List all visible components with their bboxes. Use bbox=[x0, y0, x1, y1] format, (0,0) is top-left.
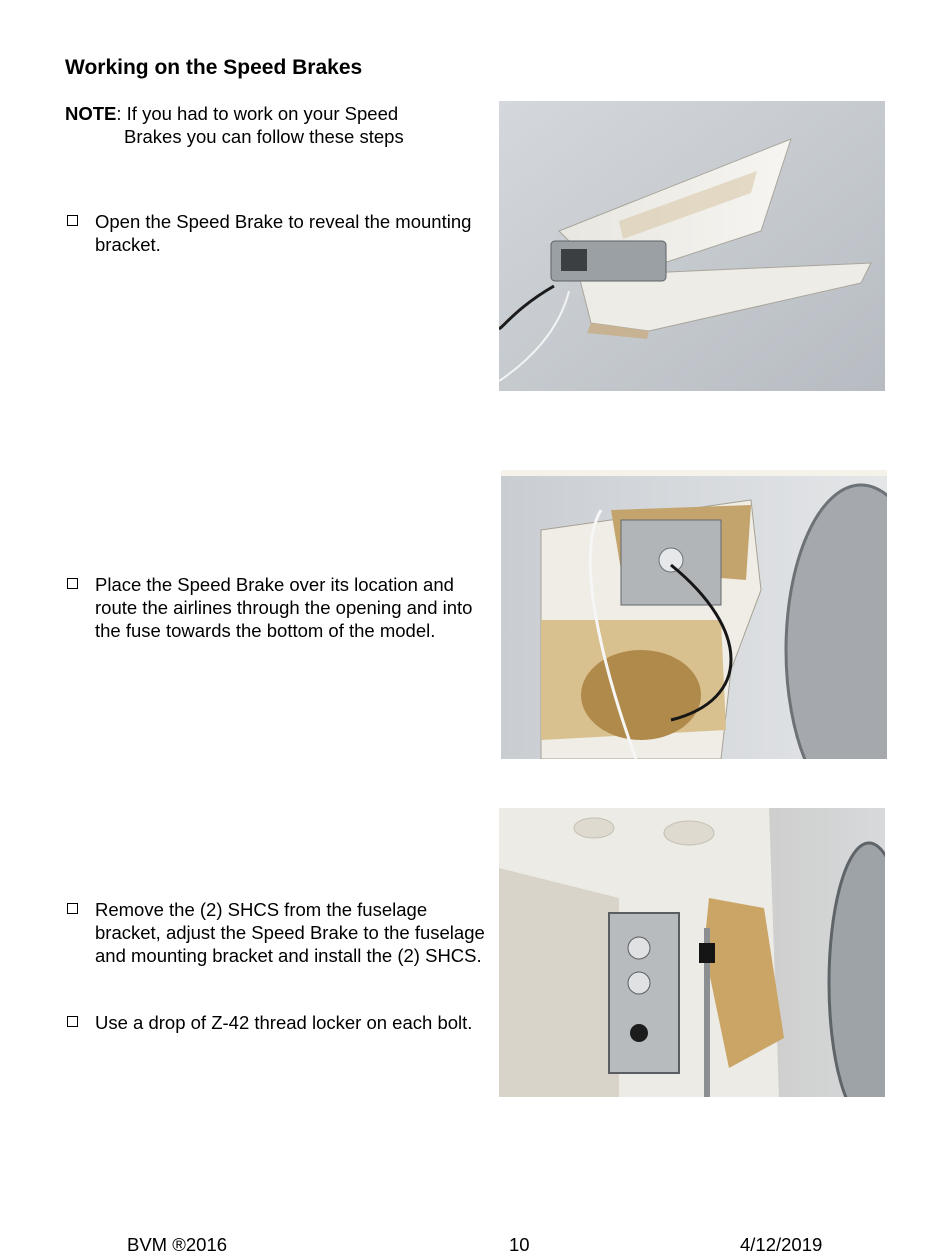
checkbox-icon[interactable] bbox=[67, 215, 78, 226]
photo-speed-brake-open bbox=[499, 101, 885, 391]
photo-mounting-bracket bbox=[499, 808, 885, 1097]
step-place-speed-brake bbox=[65, 573, 495, 642]
step-remove-shcs bbox=[65, 898, 495, 967]
note-block bbox=[65, 102, 465, 148]
footer-copyright: BVM ®2016 bbox=[127, 1234, 228, 1255]
checkbox-icon[interactable] bbox=[67, 1016, 78, 1027]
photo-speed-brake-placement bbox=[501, 470, 887, 759]
note-label: NOTE bbox=[65, 103, 117, 124]
step-text: Open the Speed Brake to reveal the mounting bracket. bbox=[95, 211, 472, 255]
page-title: Working on the Speed Brakes bbox=[65, 56, 363, 79]
footer-page-number: 10 bbox=[509, 1234, 530, 1255]
checkbox-icon[interactable] bbox=[67, 903, 78, 914]
checkbox-icon[interactable] bbox=[67, 578, 78, 589]
step-text: Use a drop of Z-42 thread locker on each bolt. bbox=[95, 1012, 473, 1033]
note-text-line2: Brakes you can follow these steps bbox=[124, 126, 404, 147]
step-text: Place the Speed Brake over its location and route the airlines through the opening and into the fuse towards the bottom of the model. bbox=[95, 574, 473, 641]
footer-date: 4/12/2019 bbox=[740, 1234, 823, 1255]
step-thread-locker bbox=[65, 1011, 495, 1034]
note-text-line1: : If you had to work on your Speed bbox=[116, 103, 399, 124]
step-open-speed-brake bbox=[65, 210, 495, 256]
step-text: Remove the (2) SHCS from the fuselage bracket, adjust the Speed Brake to the fuselage and mounting bracket and install the (2) SHCS. bbox=[95, 899, 485, 966]
